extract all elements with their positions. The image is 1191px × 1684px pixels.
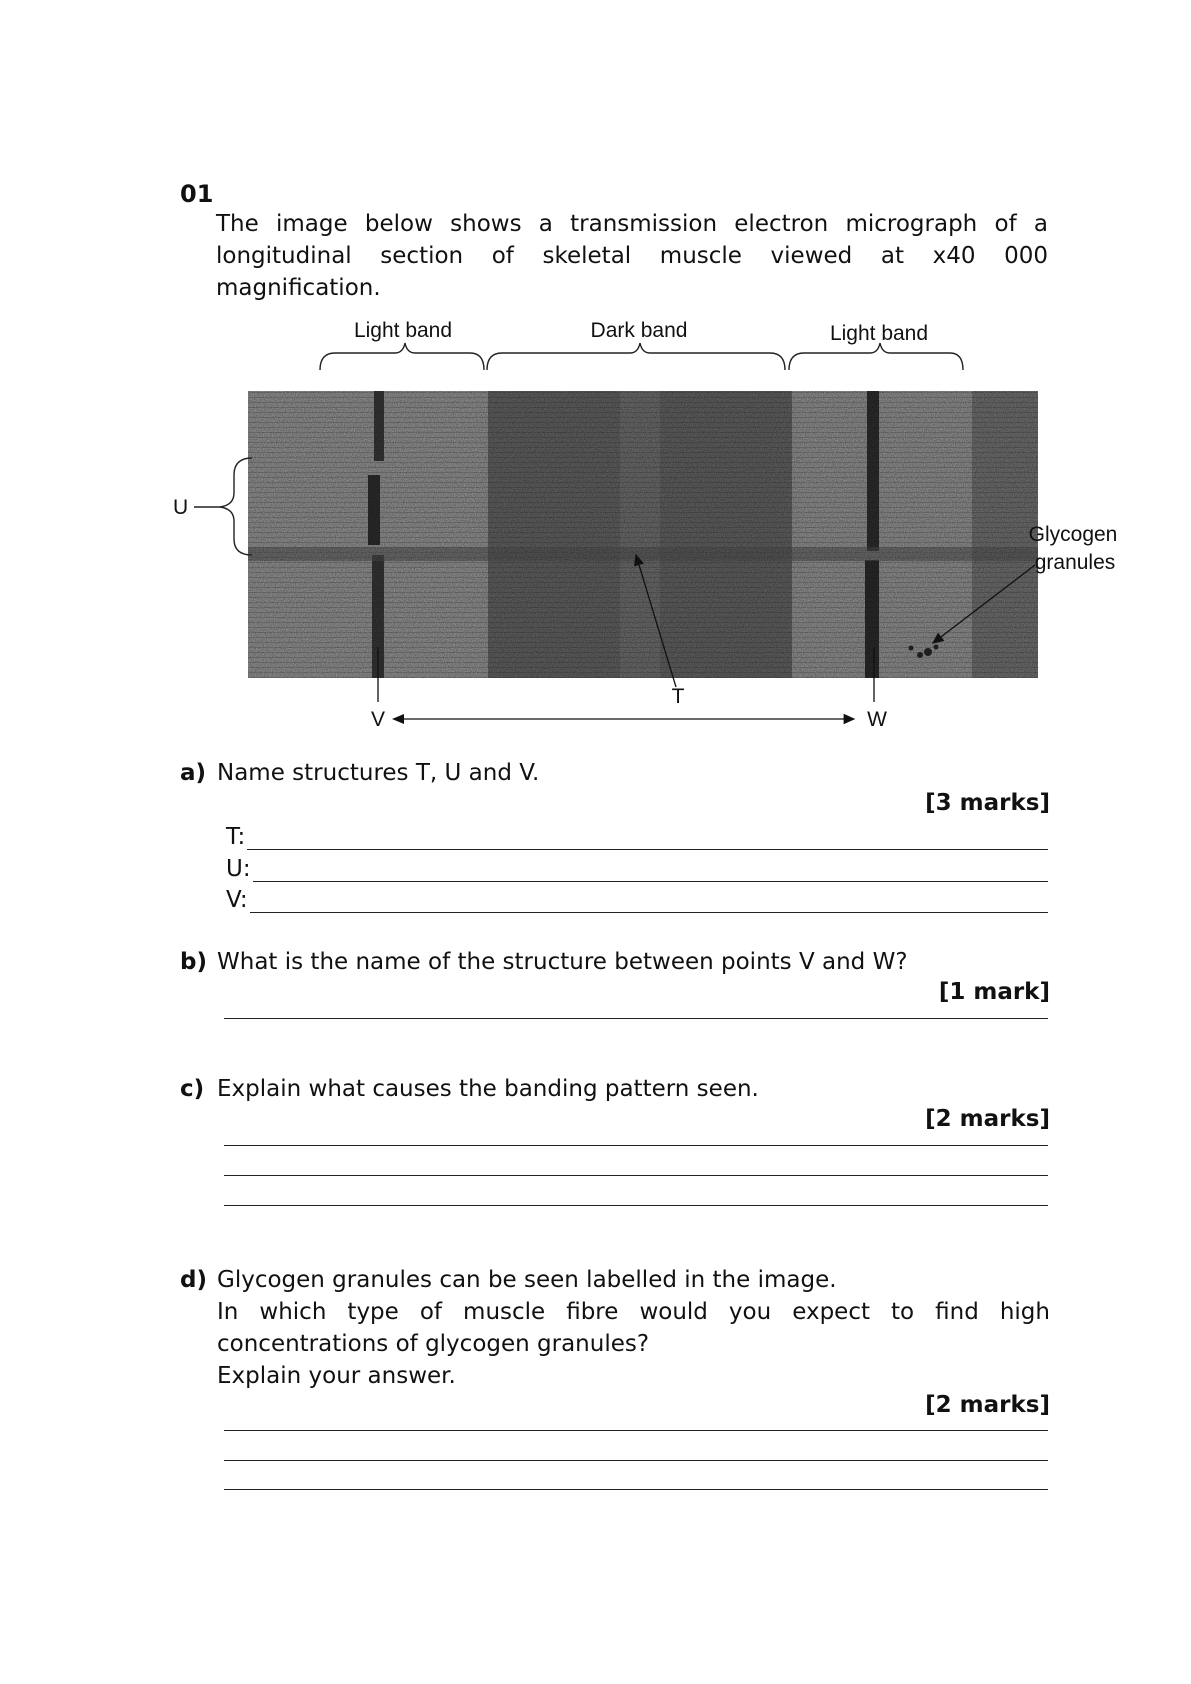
part-a-label: a) (180, 760, 207, 786)
band-label-dark: Dark band (590, 319, 688, 342)
answer-line-t[interactable] (226, 820, 1048, 850)
part-b-text: What is the name of the structure between points V and W? (217, 949, 908, 975)
answer-line-u[interactable] (226, 852, 1048, 882)
part-c-marks: [2 marks] (925, 1106, 1050, 1132)
brace-u (220, 458, 252, 555)
arrowhead-v (392, 714, 404, 724)
label-t: T (671, 685, 685, 708)
band-label-light-right: Light band (829, 322, 929, 345)
part-b-marks: [1 mark] (938, 979, 1050, 1005)
answer-rule-v (250, 890, 1048, 913)
part-b-label: b) (180, 949, 207, 975)
part-d-text-3: Explain your answer. (217, 1363, 456, 1389)
answer-line-d-1[interactable] (224, 1430, 1048, 1431)
answer-prefix-t: T: (226, 824, 246, 850)
answer-line-c-3[interactable] (224, 1205, 1048, 1206)
question-intro: The image below shows a transmission electron micrograph of a longitudinal section of skeletal muscle viewed at x40 000 magnification. (216, 211, 1048, 301)
micrograph-image (248, 391, 1038, 678)
micrograph-figure (140, 315, 1180, 735)
brace-dark (487, 343, 785, 370)
answer-line-c-2[interactable] (224, 1175, 1048, 1176)
label-w: W (867, 708, 887, 731)
label-u: U (173, 496, 189, 519)
part-d-question (180, 1264, 1050, 1392)
answer-line-d-3[interactable] (224, 1489, 1048, 1490)
answer-line-b-1[interactable] (224, 1018, 1048, 1019)
answer-prefix-u: U: (226, 856, 251, 882)
part-b-question (180, 946, 1050, 978)
glycogen-label-line2: granules (1034, 551, 1116, 574)
part-c-label: c) (180, 1076, 205, 1102)
brace-light-right (789, 343, 963, 370)
part-a-text: Name structures T, U and V. (217, 760, 540, 786)
answer-line-c-1[interactable] (224, 1145, 1048, 1146)
part-a-marks: [3 marks] (925, 790, 1050, 816)
part-d-text: Glycogen granules can be seen labelled in the image. (217, 1267, 837, 1293)
part-c-question (180, 1073, 1050, 1105)
answer-prefix-v: V: (226, 887, 248, 913)
part-d-text-2: In which type of muscle fibre would you expect to find high concentrations of glycogen granules? (217, 1299, 1050, 1357)
label-v: V (370, 708, 386, 731)
question-number: 01 (180, 180, 214, 208)
part-d-marks: [2 marks] (925, 1392, 1050, 1418)
answer-line-d-2[interactable] (224, 1460, 1048, 1461)
part-a-question (180, 757, 1050, 789)
part-c-text: Explain what causes the banding pattern seen. (217, 1076, 759, 1102)
answer-rule-u (253, 859, 1048, 882)
brace-light-left (320, 343, 484, 370)
part-d-label: d) (180, 1267, 207, 1293)
band-label-light-left: Light band (353, 319, 453, 342)
glycogen-label-line1: Glycogen (1028, 523, 1118, 546)
answer-rule-t (247, 827, 1048, 850)
answer-line-v[interactable] (226, 883, 1048, 913)
